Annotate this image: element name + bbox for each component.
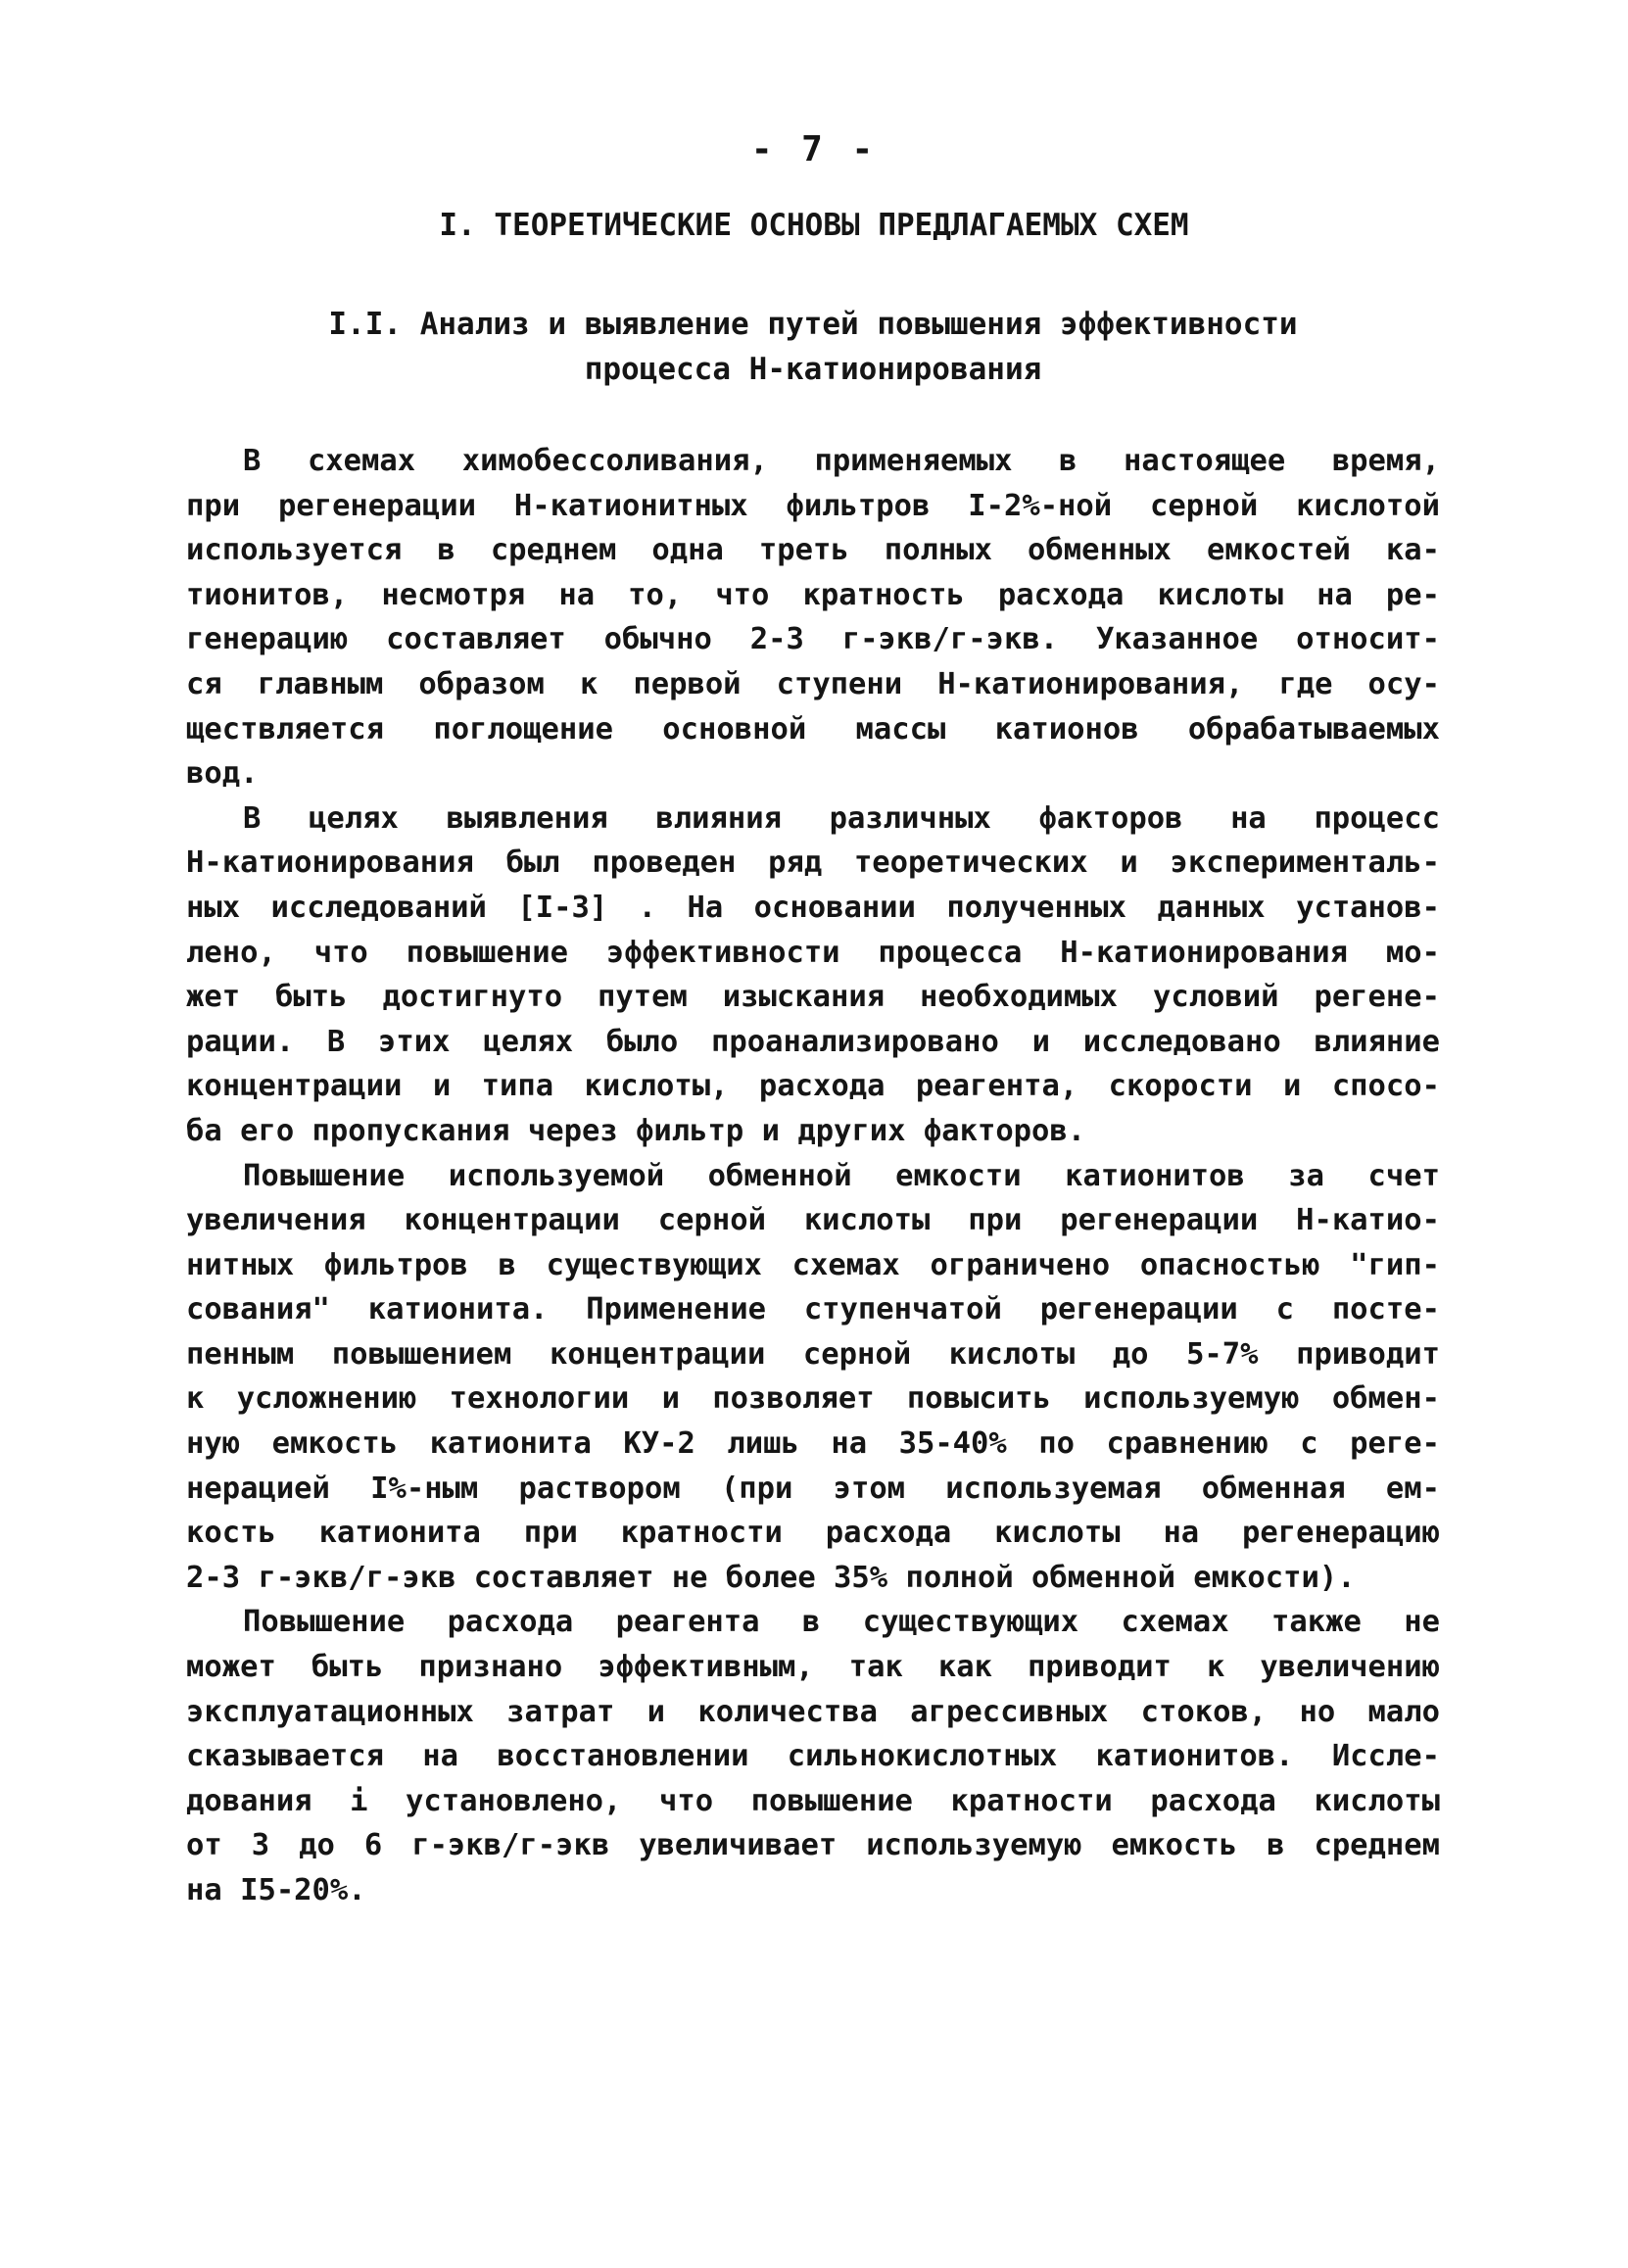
paragraph-1-line: тионитов, несмотря на то, что кратность расхода кислоты на ре- (186, 577, 1440, 612)
paragraph-1-line: В схемах химобессоливания, применяемых в настоящее время, (243, 444, 1440, 478)
paragraph-4-line: эксплуатационных затрат и количества агрессивных стоков, но мало (186, 1694, 1440, 1729)
paragraph-1-line: используется в среднем одна треть полных обменных емкостей ка- (186, 533, 1440, 568)
paragraph-2-line: жет быть достигнуто путем изыскания необходимых условий регене- (186, 980, 1440, 1015)
paragraph-3-line: к усложнению технологии и позволяет повысить используемую обмен- (186, 1381, 1440, 1417)
paragraph-2-line: рации. В этих целях было проанализировано и исследовано влияние (186, 1024, 1440, 1059)
paragraph-4-line: на I5-20%. (186, 1873, 366, 1907)
paragraph-3-line: пенным повышением концентрации серной кислоты до 5-7% приводит (186, 1336, 1440, 1372)
paragraph-3-line: сования" катионита. Применение ступенчатой регенерации с посте- (186, 1292, 1440, 1327)
paragraph-2-line: В целях выявления влияния различных факторов на процесс (243, 800, 1440, 836)
paragraph-1-line: вод. (186, 756, 259, 792)
paragraph-3-line: увеличения концентрации серной кислоты при регенерации Н-катио- (186, 1203, 1440, 1238)
paragraph-2-line: Н-катионирования был проведен ряд теоретических и эксперименталь- (186, 845, 1440, 881)
paragraph-4-line: может быть признано эффективным, так как приводит к увеличению (186, 1650, 1440, 1685)
section-title (186, 302, 1440, 392)
section-title-line: I.I. Анализ и выявление путей повышения эффективности (328, 307, 1298, 342)
paragraph-1-line: при регенерации Н-катионитных фильтров I-2%-ной серной кислотой (186, 488, 1440, 523)
paragraph-2-line: лено, что повышение эффективности процесса Н-катионирования мо- (186, 935, 1440, 970)
paragraph-4-line: сказывается на восстановлении сильнокислотных катионитов. Иссле- (186, 1739, 1440, 1774)
paragraph-2-line: концентрации и типа кислоты, расхода реагента, скорости и спосо- (186, 1069, 1440, 1104)
paragraph-4-line: от 3 до 6 г-экв/г-экв увеличивает используемую емкость в среднем (186, 1828, 1440, 1863)
paragraph-4-line: дования і установлено, что повышение кратности расхода кислоты (186, 1783, 1440, 1818)
paragraph-3-line: нитных фильтров в существующих схемах ограничено опасностью "гип- (186, 1247, 1440, 1282)
paragraph-2-line: ба его пропускания через фильтр и других факторов. (186, 1113, 1086, 1148)
paragraph-4-line: Повышение расхода реагента в существующих схемах также не (243, 1605, 1440, 1640)
chapter-title: I. ТЕОРЕТИЧЕСКИЕ ОСНОВЫ ПРЕДЛАГАЕМЫХ СХЕМ (439, 208, 1189, 243)
paragraph-1-line: ся главным образом к первой ступени Н-катионирования, где осу- (186, 666, 1440, 701)
paragraph-3-line: Повышение используемой обменной емкости катионитов за счет (243, 1158, 1440, 1193)
paragraph-3-line: 2-3 г-экв/г-экв составляет не более 35% полной обменной емкости). (186, 1560, 1356, 1595)
page-number: - 7 - (750, 129, 878, 169)
body-text (186, 439, 1440, 1913)
paragraph-3-line: нерацией I%-ным раствором (при этом используемая обменная ем- (186, 1471, 1440, 1506)
paragraph-2-line: ных исследований [I-3] . На основании полученных данных установ- (186, 890, 1440, 925)
paragraph-3-line: ную емкость катионита КУ-2 лишь на 35-40% по сравнению с реге- (186, 1426, 1440, 1462)
paragraph-1-line: генерацию составляет обычно 2-3 г-экв/г-экв. Указанное относит- (186, 622, 1440, 657)
paragraph-3-line: кость катионита при кратности расхода кислоты на регенерацию (186, 1516, 1440, 1551)
paragraph-1-line: ществляется поглощение основной массы катионов обрабатываемых (186, 711, 1440, 747)
section-title-line: процесса Н-катионирования (584, 352, 1042, 387)
